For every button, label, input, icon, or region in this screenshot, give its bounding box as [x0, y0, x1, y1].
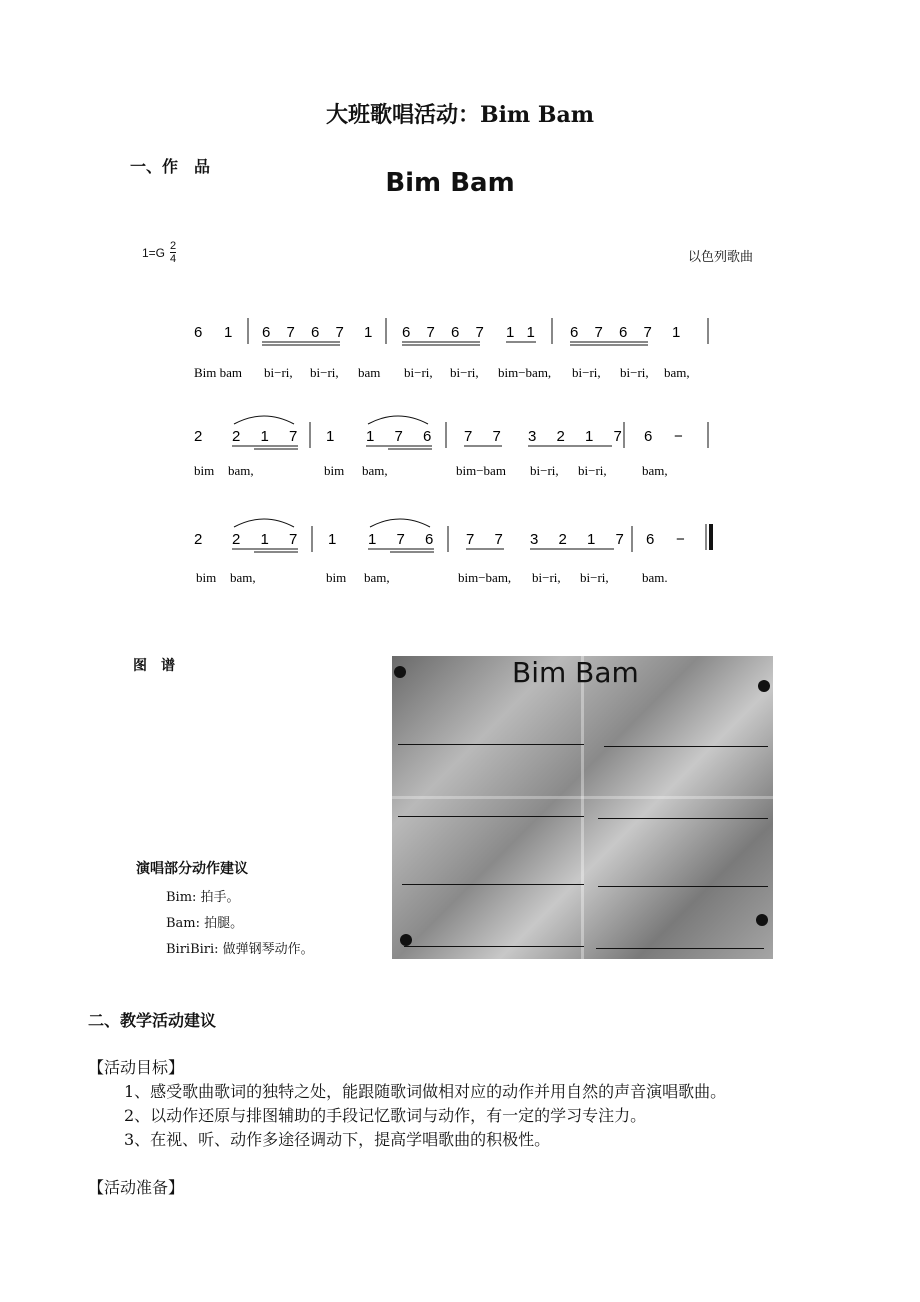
paper-line	[604, 746, 768, 747]
paper-title: Bim Bam	[512, 656, 639, 689]
note-group: 2 1 7	[232, 531, 306, 548]
note: 1	[326, 428, 335, 445]
note: 6	[644, 428, 653, 445]
lyric: bam,	[364, 570, 390, 585]
lyric: bam	[358, 365, 381, 380]
goal-item: 3、在视、听、动作多途径调动下，提高学唱歌曲的积极性。	[124, 1130, 551, 1149]
section-heading-teaching: 二、教学活动建议	[88, 1011, 217, 1030]
tape-dot	[394, 666, 406, 678]
action-item: BiriBiri: 做弹钢琴动作。	[166, 942, 314, 957]
slur	[234, 519, 294, 527]
paper-line	[402, 884, 584, 885]
lyric: bam,	[230, 570, 256, 585]
prep-label: 【活动准备】	[88, 1178, 185, 1197]
note: 6	[194, 324, 203, 341]
lyric: bi−ri,	[310, 365, 339, 380]
goals-label: 【活动目标】	[88, 1058, 185, 1077]
lyric: bim	[326, 570, 347, 585]
lyric: bi−ri,	[580, 570, 609, 585]
page-title: 大班歌唱活动：Bim Bam	[325, 102, 595, 128]
action-item: Bam: 拍腿。	[166, 916, 244, 931]
paper-line	[404, 946, 584, 947]
lyric: bi−ri,	[530, 463, 559, 478]
slur	[368, 416, 428, 424]
note-group: 6 7 6 7	[570, 324, 658, 341]
note: 6	[646, 531, 655, 548]
lyric: bam,	[228, 463, 254, 478]
lyric: bam.	[642, 570, 668, 585]
lyric: bim	[324, 463, 345, 478]
lyric: bim	[194, 463, 215, 478]
note-group: 6 7 6 7	[262, 324, 350, 341]
note-group: 1 1	[506, 324, 539, 341]
score-line-2	[194, 416, 708, 478]
tape-dot	[400, 934, 412, 946]
music-score	[180, 300, 740, 600]
note-group: 1 7 6	[368, 531, 442, 548]
note-group: 3 2 1 7	[528, 428, 630, 445]
goal-item: 2、以动作还原与排图辅助的手段记忆歌词与动作，有一定的学习专注力。	[124, 1106, 647, 1125]
note-group: 7 7	[464, 428, 509, 445]
composer: 以色列歌曲	[688, 250, 754, 265]
paper-line	[398, 816, 584, 817]
lyric: bim−bam	[456, 463, 506, 478]
key-signature: 1=G	[142, 246, 166, 260]
tape-dot	[756, 914, 768, 926]
lyric: bi−ri,	[264, 365, 293, 380]
lyric: bi−ri,	[572, 365, 601, 380]
paper-fold	[581, 656, 584, 959]
lyric: bi−ri,	[578, 463, 607, 478]
chart-paper-photo	[392, 656, 773, 959]
lyric: bi−ri,	[620, 365, 649, 380]
note-group: 1 7 6	[366, 428, 440, 445]
paper-line	[598, 886, 768, 887]
slur	[370, 519, 430, 527]
time-sig-num: 2	[170, 240, 177, 252]
note-group: 2 1 7	[232, 428, 306, 445]
score-line-1	[194, 318, 708, 380]
note: −	[674, 428, 683, 445]
paper-line	[596, 948, 764, 949]
lyric: bim−bam,	[458, 570, 512, 585]
score-line-3	[194, 519, 713, 585]
final-barline-thick	[709, 524, 713, 550]
note: −	[676, 531, 685, 548]
lyric: bi−ri,	[404, 365, 433, 380]
note: 1	[672, 324, 681, 341]
chart-label: 图 谱	[133, 658, 175, 674]
note: 2	[194, 531, 203, 548]
time-sig-den: 4	[170, 253, 177, 265]
paper-line	[398, 744, 584, 745]
note-group: 6 7 6 7	[402, 324, 490, 341]
lyric: bam,	[642, 463, 668, 478]
tape-dot	[758, 680, 770, 692]
lyric: bi−ri,	[450, 365, 479, 380]
lyric: bam,	[362, 463, 388, 478]
lyric: Bim bam	[194, 365, 243, 380]
section-heading-works: 一、作 品	[130, 157, 211, 176]
action-item: Bim: 拍手。	[166, 890, 240, 905]
paper-line	[598, 818, 768, 819]
note: 1	[364, 324, 373, 341]
note-group: 3 2 1 7	[530, 531, 632, 548]
lyric: bi−ri,	[532, 570, 561, 585]
song-title: Bim Bam	[385, 168, 515, 198]
paper-fold	[392, 796, 773, 799]
time-signature	[170, 240, 176, 265]
slur	[234, 416, 294, 424]
note: 2	[194, 428, 203, 445]
note-group: 7 7	[466, 531, 511, 548]
lyric: bim	[196, 570, 217, 585]
actions-title: 演唱部分动作建议	[136, 861, 248, 877]
goal-item: 1、感受歌曲歌词的独特之处，能跟随歌词做相对应的动作并用自然的声音演唱歌曲。	[124, 1082, 727, 1101]
lyric: bam,	[664, 365, 690, 380]
note: 1	[224, 324, 233, 341]
lyric: bim−bam,	[498, 365, 552, 380]
note: 1	[328, 531, 337, 548]
